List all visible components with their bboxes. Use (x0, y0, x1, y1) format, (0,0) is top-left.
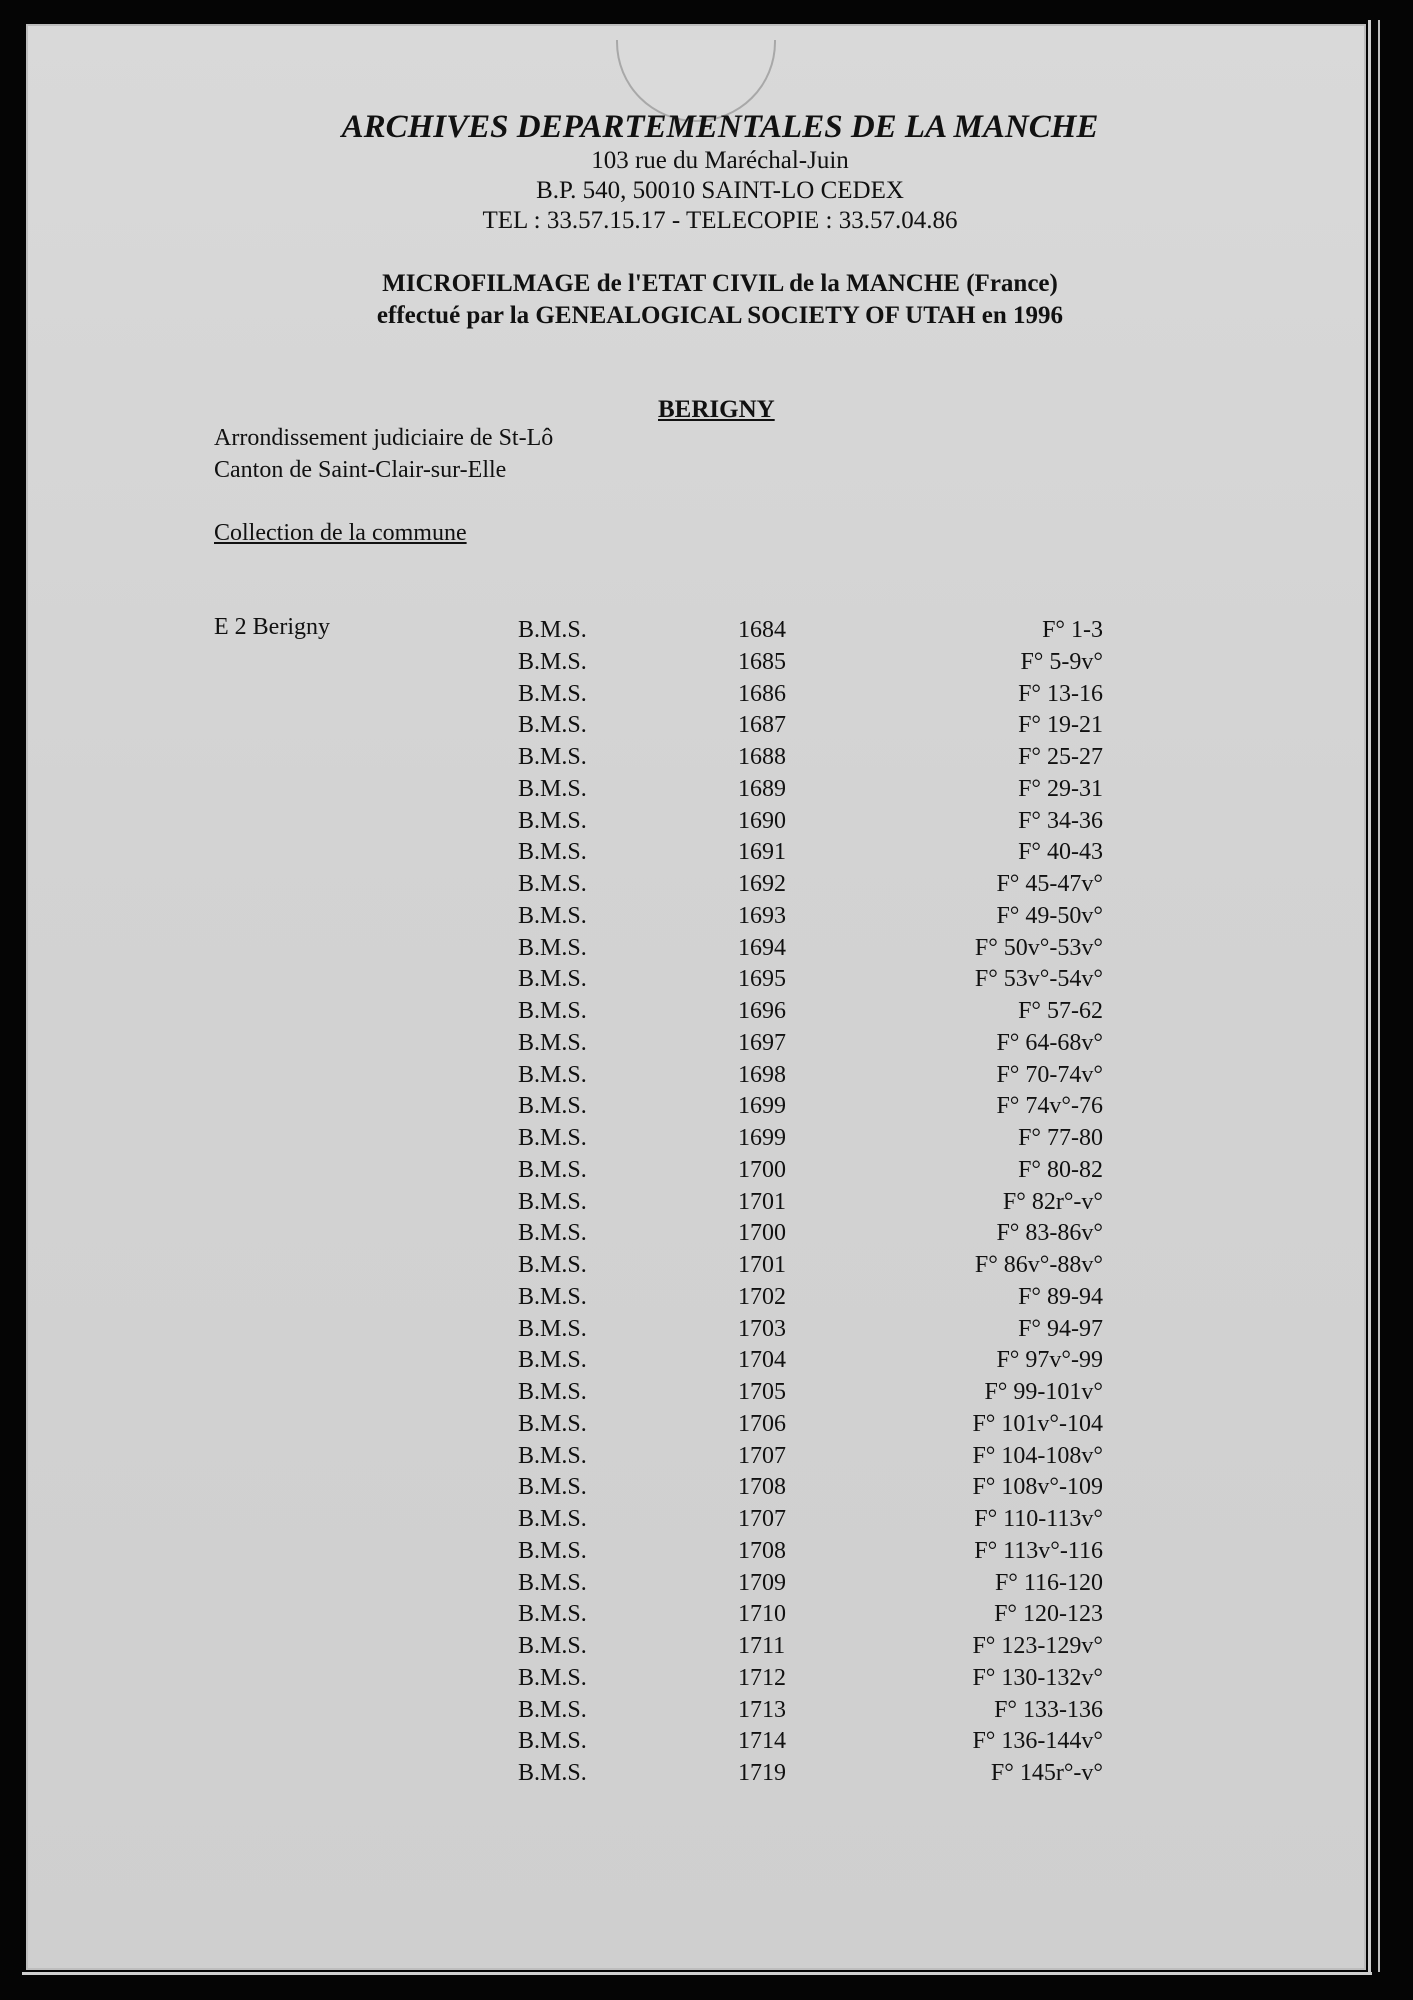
register-type: B.M.S. (518, 1061, 587, 1088)
register-year: 1691 (738, 839, 786, 866)
register-type: B.M.S. (518, 1506, 587, 1532)
table-row (0, 1725, 1413, 1757)
table-row (0, 963, 1413, 995)
register-type: B.M.S. (518, 1156, 587, 1183)
register-folio: F° 25-27 (1018, 744, 1103, 770)
table-row (0, 868, 1413, 900)
register-type: B.M.S. (518, 1347, 587, 1374)
register-year: 1688 (738, 744, 786, 770)
register-year: 1707 (738, 1442, 786, 1469)
register-folio: F° 45-47v° (996, 871, 1103, 897)
register-type: B.M.S. (518, 680, 587, 707)
table-row (0, 614, 1413, 646)
register-folio: F° 136-144v° (972, 1728, 1103, 1755)
folder-edge-bottom (22, 1972, 1372, 1975)
archive-address-po-box: B.P. 540, 50010 SAINT-LO CEDEX (536, 177, 904, 204)
register-folio: F° 104-108v° (972, 1442, 1103, 1469)
table-row (0, 1408, 1413, 1440)
table-row (0, 1535, 1413, 1567)
register-folio: F° 80-82 (1018, 1156, 1103, 1183)
register-type: B.M.S. (518, 902, 587, 929)
register-year: 1687 (738, 712, 786, 739)
register-year: 1709 (738, 1569, 786, 1596)
register-type: B.M.S. (518, 1315, 587, 1342)
register-year: 1710 (738, 1601, 786, 1628)
table-row (0, 1249, 1413, 1281)
register-folio: F° 5-9v° (1020, 648, 1103, 675)
table-row (0, 1122, 1413, 1154)
register-folio: F° 34-36 (1018, 807, 1103, 834)
register-type: B.M.S. (518, 1252, 587, 1278)
register-type: B.M.S. (518, 1537, 587, 1564)
register-year: 1699 (738, 1125, 786, 1151)
table-row (0, 1344, 1413, 1376)
table-row (0, 1471, 1413, 1503)
archive-header (0, 108, 1413, 236)
table-row (0, 1313, 1413, 1345)
register-type: B.M.S. (518, 1029, 587, 1056)
register-year: 1692 (738, 871, 786, 897)
register-year: 1701 (738, 1252, 786, 1278)
table-row (0, 773, 1413, 805)
microfilm-statement (0, 268, 1413, 332)
table-row (0, 1154, 1413, 1186)
register-type: B.M.S. (518, 1760, 587, 1786)
register-year: 1690 (738, 807, 786, 834)
register-folio: F° 53v°-54v° (974, 966, 1103, 993)
register-year: 1714 (738, 1728, 786, 1755)
register-year: 1713 (738, 1696, 786, 1723)
register-year: 1708 (738, 1474, 786, 1501)
table-row (0, 932, 1413, 964)
register-type: B.M.S. (518, 1664, 587, 1691)
register-type: B.M.S. (518, 1474, 587, 1501)
table-row (0, 1376, 1413, 1408)
archive-address-street: 103 rue du Maréchal-Juin (591, 147, 849, 174)
table-row (0, 1059, 1413, 1091)
register-year: 1686 (738, 680, 786, 707)
microfilm-line-2: effectué par la GENEALOGICAL SOCIETY OF UTAH en 1996 (376, 302, 1064, 329)
register-folio: F° 40-43 (1018, 839, 1103, 866)
register-type: B.M.S. (518, 744, 587, 770)
register-type: B.M.S. (518, 775, 587, 802)
register-type: B.M.S. (518, 871, 587, 897)
register-year: 1711 (738, 1633, 786, 1659)
table-row (0, 1090, 1413, 1122)
register-folio: F° 97v°-99 (996, 1347, 1103, 1374)
register-year: 1702 (738, 1283, 786, 1310)
register-type: B.M.S. (518, 648, 587, 675)
register-type: B.M.S. (518, 966, 587, 993)
table-row (0, 805, 1413, 837)
register-folio: F° 133-136 (994, 1696, 1103, 1723)
jurisdiction-block (214, 422, 553, 486)
register-year: 1703 (738, 1315, 786, 1342)
register-folio: F° 74v°-76 (996, 1093, 1103, 1120)
register-type: B.M.S. (518, 934, 587, 961)
register-year: 1698 (738, 1061, 786, 1088)
register-year: 1689 (738, 775, 786, 802)
register-year: 1708 (738, 1537, 786, 1564)
register-folio: F° 113v°-116 (974, 1537, 1103, 1564)
archive-cote: E 2 Berigny (214, 614, 330, 640)
table-row (0, 1440, 1413, 1472)
register-folio: F° 101v°-104 (972, 1410, 1103, 1437)
register-folio: F° 108v°-109 (972, 1474, 1103, 1501)
register-folio: F° 94-97 (1018, 1315, 1103, 1342)
register-year: 1701 (738, 1188, 786, 1215)
register-type: B.M.S. (518, 998, 587, 1024)
register-year: 1705 (738, 1379, 786, 1405)
register-year: 1694 (738, 934, 786, 961)
register-folio: F° 110-113v° (974, 1506, 1103, 1532)
table-row (0, 1027, 1413, 1059)
register-type: B.M.S. (518, 1601, 587, 1628)
register-year: 1695 (738, 966, 786, 993)
table-row (0, 1567, 1413, 1599)
register-folio: F° 13-16 (1018, 680, 1103, 707)
register-type: B.M.S. (518, 1125, 587, 1151)
register-type: B.M.S. (518, 1188, 587, 1215)
register-folio: F° 19-21 (1018, 712, 1103, 739)
register-year: 1700 (738, 1220, 786, 1247)
table-row (0, 741, 1413, 773)
register-year: 1700 (738, 1156, 786, 1183)
table-row (0, 1694, 1413, 1726)
register-folio: F° 116-120 (994, 1569, 1103, 1596)
table-row (0, 678, 1413, 710)
register-year: 1712 (738, 1664, 786, 1691)
register-year: 1693 (738, 902, 786, 929)
register-type: B.M.S. (518, 1410, 587, 1437)
register-folio: F° 83-86v° (996, 1220, 1103, 1247)
register-type: B.M.S. (518, 839, 587, 866)
register-type: B.M.S. (518, 1633, 587, 1659)
register-folio: F° 29-31 (1018, 775, 1103, 802)
register-folio: F° 120-123 (994, 1601, 1103, 1628)
register-folio: F° 86v°-88v° (974, 1252, 1103, 1278)
table-row (0, 836, 1413, 868)
collection-label: Collection de la commune (214, 520, 467, 546)
table-row (0, 1757, 1413, 1789)
table-row (0, 1662, 1413, 1694)
register-type: B.M.S. (518, 1442, 587, 1469)
register-year: 1685 (738, 648, 786, 675)
commune-name: BERIGNY (658, 396, 775, 423)
register-folio: F° 130-132v° (972, 1664, 1103, 1691)
register-folio: F° 50v°-53v° (974, 934, 1103, 961)
table-row (0, 1630, 1413, 1662)
register-year: 1697 (738, 1029, 786, 1056)
register-folio: F° 82r°-v° (1002, 1188, 1103, 1215)
table-row (0, 1281, 1413, 1313)
register-table (0, 614, 1413, 1789)
register-year: 1719 (738, 1760, 786, 1786)
register-folio: F° 64-68v° (996, 1029, 1103, 1056)
register-year: 1699 (738, 1093, 786, 1120)
register-folio: F° 123-129v° (972, 1633, 1103, 1659)
register-folio: F° 1-3 (1042, 617, 1103, 643)
register-year: 1704 (738, 1347, 786, 1374)
table-row (0, 1186, 1413, 1218)
archive-title: ARCHIVES DEPARTEMENTALES DE LA MANCHE (341, 109, 1099, 145)
register-type: B.M.S. (518, 1093, 587, 1120)
register-year: 1707 (738, 1506, 786, 1532)
register-year: 1684 (738, 617, 786, 643)
archive-phone: TEL : 33.57.15.17 - TELECOPIE : 33.57.04.86 (482, 207, 958, 234)
register-folio: F° 49-50v° (996, 902, 1103, 929)
register-folio: F° 89-94 (1018, 1283, 1103, 1310)
register-type: B.M.S. (518, 1220, 587, 1247)
arrondissement: Arrondissement judiciaire de St-Lô (214, 425, 554, 451)
table-row (0, 1503, 1413, 1535)
register-folio: F° 145r°-v° (990, 1760, 1103, 1786)
table-row (0, 1217, 1413, 1249)
register-year: 1696 (738, 998, 786, 1024)
register-folio: F° 70-74v° (996, 1061, 1103, 1088)
register-type: B.M.S. (518, 1569, 587, 1596)
register-type: B.M.S. (518, 1696, 587, 1723)
table-row (0, 646, 1413, 678)
table-row (0, 1598, 1413, 1630)
register-year: 1706 (738, 1410, 786, 1437)
register-folio: F° 99-101v° (984, 1379, 1103, 1405)
microfilm-line-1: MICROFILMAGE de l'ETAT CIVIL de la MANCHE (France) (382, 270, 1058, 297)
register-type: B.M.S. (518, 1379, 587, 1405)
register-type: B.M.S. (518, 712, 587, 739)
table-row (0, 900, 1413, 932)
register-folio: F° 77-80 (1018, 1125, 1103, 1151)
canton: Canton de Saint-Clair-sur-Elle (214, 457, 507, 483)
register-type: B.M.S. (518, 617, 587, 643)
register-type: B.M.S. (518, 1283, 587, 1310)
table-row (0, 709, 1413, 741)
register-type: B.M.S. (518, 1728, 587, 1755)
table-row (0, 995, 1413, 1027)
register-type: B.M.S. (518, 807, 587, 834)
register-folio: F° 57-62 (1018, 998, 1103, 1024)
